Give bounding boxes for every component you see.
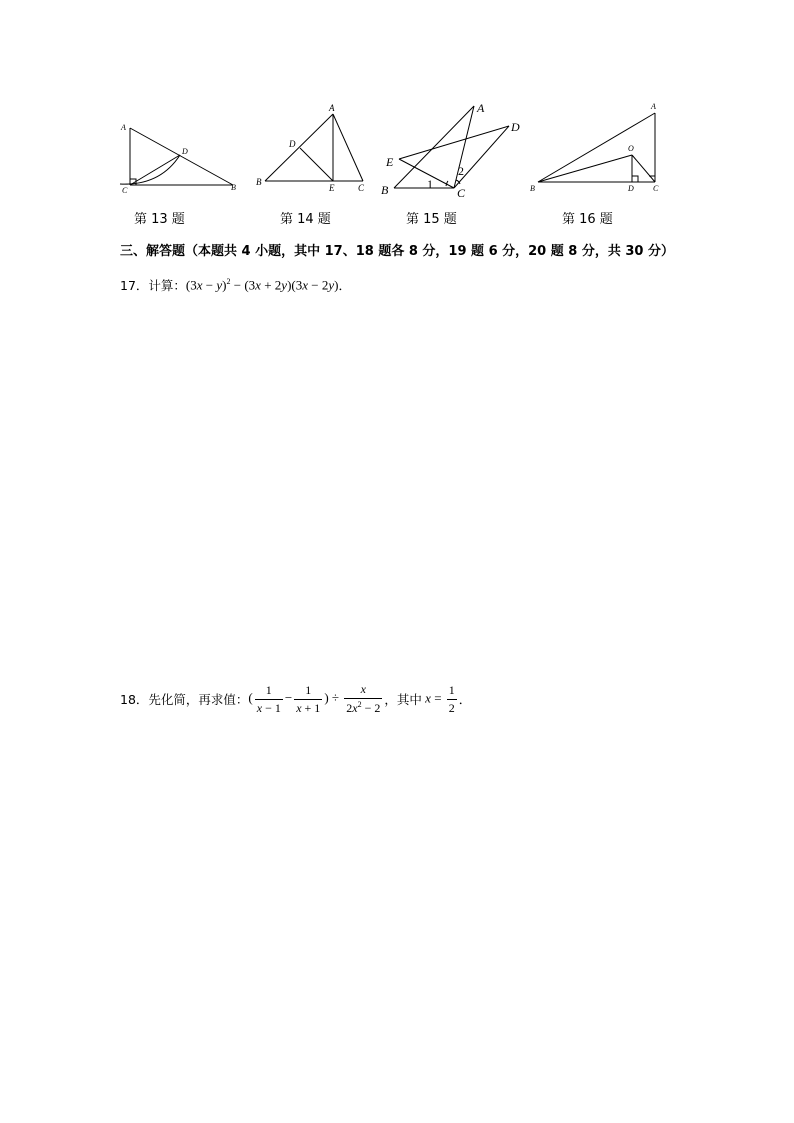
- caption-figure-15: 第 15 题: [406, 212, 457, 227]
- section-heading: 三、解答题（本题共 4 小题，其中 17、18 题各 8 分，19 题 6 分，20 题 8 分，共 30 分）: [120, 244, 674, 259]
- question-17-suffix: ．: [338, 278, 352, 293]
- label-E: E: [386, 155, 394, 169]
- label-D: D: [289, 139, 296, 149]
- caption-figure-16: 第 16 题: [562, 212, 613, 227]
- label-C: C: [122, 186, 128, 195]
- caption-figure-13: 第 13 题: [134, 212, 185, 227]
- label-C: C: [457, 186, 466, 200]
- label-A: A: [477, 101, 485, 115]
- label-C: C: [653, 184, 659, 193]
- label-angle-1: 1: [427, 177, 433, 191]
- label-E: E: [329, 183, 335, 193]
- label-A: A: [121, 123, 126, 132]
- label-A: A: [651, 102, 656, 111]
- question-18-prefix: 18．先化简，再求值：: [120, 692, 249, 707]
- label-B: B: [231, 183, 236, 192]
- question-18-suffix: ．: [458, 692, 472, 707]
- question-18-condition: x = $\frac{1}{2}$: [425, 682, 455, 715]
- caption-figure-14: 第 14 题: [280, 212, 331, 227]
- label-A: A: [329, 103, 335, 113]
- label-B: B: [256, 177, 262, 187]
- question-18-expression: ( $\frac{1}{x - 1}$ − $\frac{1}{x + 1}$ ) ÷ $\frac{x}{2x^2 - 2}$: [248, 682, 381, 715]
- label-D: D: [628, 184, 634, 193]
- question-17-expression: $(3x - y)^2 - (3x + 2y)(3x - 2y)$: [185, 276, 339, 293]
- label-D: D: [182, 147, 188, 156]
- question-17: [120, 276, 351, 294]
- label-C: C: [358, 183, 365, 193]
- question-18: [120, 682, 471, 716]
- label-angle-2: 2: [458, 164, 464, 178]
- question-17-prefix: 17．计算：: [120, 278, 186, 293]
- question-18-mid: ，其中: [384, 692, 422, 707]
- label-B: B: [530, 184, 535, 193]
- label-O: O: [628, 144, 634, 153]
- label-D: D: [511, 120, 520, 134]
- label-B: B: [381, 183, 389, 197]
